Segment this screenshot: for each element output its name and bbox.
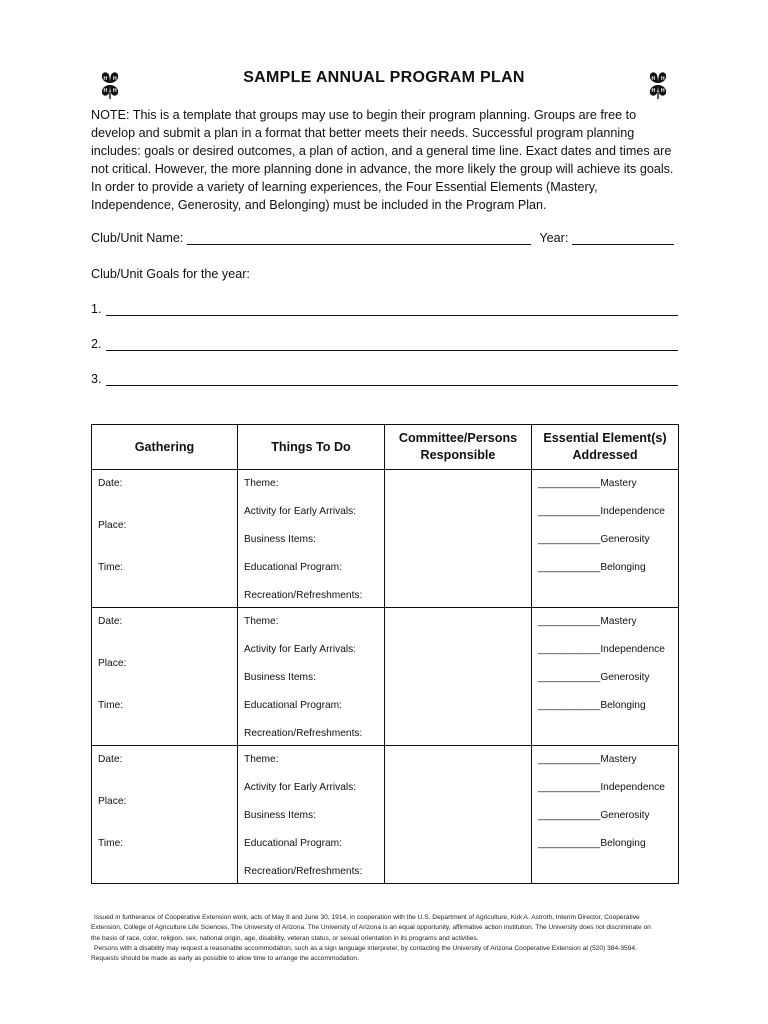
gathering-cell-item: Date: bbox=[98, 616, 123, 627]
header-gathering: Gathering bbox=[92, 425, 238, 470]
things-to-do-cell-item: Activity for Early Arrivals: bbox=[244, 506, 357, 517]
year-label: Year: bbox=[539, 231, 569, 245]
table-row bbox=[92, 470, 679, 608]
gathering-cell-item: Date: bbox=[98, 754, 123, 765]
page-title: SAMPLE ANNUAL PROGRAM PLAN bbox=[243, 69, 525, 86]
things-to-do-cell-item: Theme: bbox=[244, 616, 279, 627]
things-to-do-cell-item: Recreation/Refreshments: bbox=[244, 728, 363, 739]
essential-elements-cell[interactable] bbox=[532, 470, 679, 608]
gathering-cell-item: Date: bbox=[98, 478, 123, 489]
essential-elements-cell-item: ___________Generosity bbox=[538, 810, 650, 821]
essential-elements-cell-item: ___________Mastery bbox=[538, 616, 637, 627]
things-to-do-cell-item: Business Items: bbox=[244, 534, 316, 545]
essential-elements-cell-item: ___________Independence bbox=[538, 506, 665, 517]
committee-cell[interactable] bbox=[385, 746, 532, 884]
things-to-do-cell-item: Theme: bbox=[244, 754, 279, 765]
svg-text:H: H bbox=[651, 88, 656, 94]
table-row bbox=[92, 746, 679, 884]
table-row bbox=[92, 608, 679, 746]
things-to-do-cell-item: Theme: bbox=[244, 478, 279, 489]
goal-number: 1. bbox=[91, 302, 102, 316]
things-to-do-cell-item: Business Items: bbox=[244, 810, 316, 821]
committee-cell[interactable] bbox=[385, 608, 532, 746]
things-to-do-cell-item: Activity for Early Arrivals: bbox=[244, 644, 357, 655]
things-to-do-cell[interactable] bbox=[238, 746, 385, 884]
goal-3-field[interactable] bbox=[106, 373, 678, 386]
svg-text:H: H bbox=[103, 76, 108, 82]
svg-text:H: H bbox=[661, 76, 665, 82]
svg-text:H: H bbox=[103, 88, 108, 94]
essential-elements-cell[interactable] bbox=[532, 608, 679, 746]
club-name-label: Club/Unit Name: bbox=[91, 231, 184, 245]
goal-2-field[interactable] bbox=[106, 338, 678, 351]
club-name-row bbox=[91, 231, 678, 245]
year-field[interactable] bbox=[572, 232, 674, 245]
goals-label: Club/Unit Goals for the year: bbox=[91, 267, 250, 281]
program-plan-table bbox=[91, 424, 679, 884]
things-to-do-cell-item: Activity for Early Arrivals: bbox=[244, 782, 357, 793]
gathering-cell-item: Time: bbox=[98, 838, 124, 849]
gathering-cell[interactable] bbox=[92, 608, 238, 746]
gathering-cell-item: Place: bbox=[98, 658, 127, 669]
goal-row bbox=[91, 302, 678, 316]
club-name-field[interactable] bbox=[187, 232, 531, 245]
header-committee: Committee/Persons Responsible bbox=[385, 425, 532, 470]
svg-text:H: H bbox=[651, 76, 656, 82]
gathering-cell-item: Time: bbox=[98, 700, 124, 711]
gathering-cell-item: Time: bbox=[98, 562, 124, 573]
goal-row bbox=[91, 372, 678, 386]
things-to-do-cell-item: Recreation/Refreshments: bbox=[244, 590, 363, 601]
things-to-do-cell-item: Educational Program: bbox=[244, 700, 342, 711]
essential-elements-cell-item: ___________Mastery bbox=[538, 478, 637, 489]
header-essential-elements: Essential Element(s) Addressed bbox=[532, 425, 679, 470]
things-to-do-cell-item: Educational Program: bbox=[244, 838, 342, 849]
essential-elements-cell[interactable] bbox=[532, 746, 679, 884]
note-paragraph: NOTE: This is a template that groups may use to begin their program planning. Groups are free to develop and submit a plan in a format that better meets their needs. Successful program planning includes: goals or desired outcomes, a plan of action, and a general time line. Exact dates and times are not critical. However, the more planning done in advance, the more likely the group will achieve its goals. In order to provide a variety of learning experiences, the Four Essential Elements (Mastery, Independence, Generosity, and Belonging) must be included in the Program Plan. bbox=[91, 108, 674, 212]
essential-elements-cell-item: ___________Belonging bbox=[538, 562, 646, 573]
goal-number: 3. bbox=[91, 372, 102, 386]
essential-elements-cell-item: ___________Generosity bbox=[538, 534, 650, 545]
header-things-to-do: Things To Do bbox=[238, 425, 385, 470]
gathering-cell-item: Place: bbox=[98, 796, 127, 807]
essential-elements-cell-item: ___________Mastery bbox=[538, 754, 637, 765]
gathering-cell[interactable] bbox=[92, 470, 238, 608]
table-header-row bbox=[92, 425, 679, 470]
essential-elements-cell-item: ___________Independence bbox=[538, 644, 665, 655]
things-to-do-cell-item: Recreation/Refreshments: bbox=[244, 866, 363, 877]
things-to-do-cell-item: Educational Program: bbox=[244, 562, 342, 573]
svg-text:H: H bbox=[113, 76, 117, 82]
gathering-cell-item: Place: bbox=[98, 520, 127, 531]
goal-1-field[interactable] bbox=[106, 303, 678, 316]
essential-elements-cell-item: ___________Belonging bbox=[538, 700, 646, 711]
things-to-do-cell-item: Business Items: bbox=[244, 672, 316, 683]
svg-text:H: H bbox=[661, 88, 665, 94]
goal-row bbox=[91, 337, 678, 351]
things-to-do-cell[interactable] bbox=[238, 470, 385, 608]
gathering-cell[interactable] bbox=[92, 746, 238, 884]
footer-line-2: Persons with a disability may request a reasonable accommodation, such as a sign language interpreter, by contacting the University of Arizona Cooperative Extension at (520) 384-3594. Requests should be made as early as possible to allow time to arrange the accommodation. bbox=[91, 944, 637, 963]
footer-line-1: Issued in furtherance of Cooperative Extension work, acts of May 8 and June 30, 1914, in cooperation with the U.S. Department of Agriculture, Kirk A. Astroth, Interim Director, Cooperative Extension, College of Agriculture Life Sciences, The University of Arizona. The University of Arizona is an equal opportunity, affirmative action institution. The University does not discriminate on the basis of race, color, religion, sex, national origin, age, disability, veteran status, or sexual orientation in its programs and activities. bbox=[91, 914, 651, 942]
essential-elements-cell-item: ___________Belonging bbox=[538, 838, 646, 849]
committee-cell[interactable] bbox=[385, 470, 532, 608]
essential-elements-cell-item: ___________Independence bbox=[538, 782, 665, 793]
essential-elements-cell-item: ___________Generosity bbox=[538, 672, 650, 683]
things-to-do-cell[interactable] bbox=[238, 608, 385, 746]
footer-disclaimer bbox=[91, 913, 651, 964]
svg-text:H: H bbox=[113, 88, 117, 94]
goal-number: 2. bbox=[91, 337, 102, 351]
